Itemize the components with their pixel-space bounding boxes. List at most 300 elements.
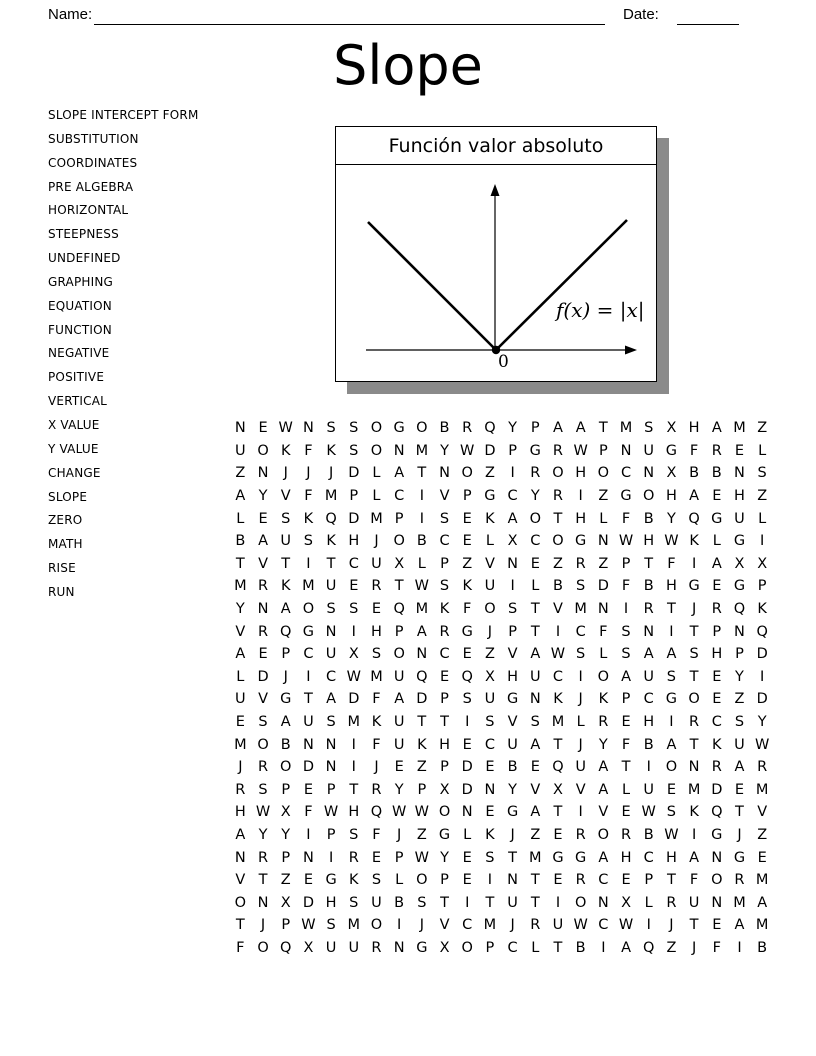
grid-cell: X <box>734 555 745 572</box>
grid-cell: A <box>621 939 631 956</box>
grid-cell: Q <box>280 939 292 956</box>
grid-cell: I <box>646 759 651 776</box>
grid-cell: R <box>257 623 269 640</box>
grid-cell: J <box>397 826 402 843</box>
grid-cell: N <box>325 736 337 753</box>
grid-cell: Q <box>711 804 723 821</box>
grid-cell: M <box>755 872 769 889</box>
grid-cell: F <box>621 578 631 595</box>
word-list-item: PRE ALGEBRA <box>48 179 134 194</box>
grid-cell: O <box>280 759 292 776</box>
grid-cell: E <box>621 714 631 731</box>
word-list-item: X VALUE <box>48 417 100 432</box>
grid-cell: P <box>326 781 336 798</box>
grid-cell: I <box>737 939 742 956</box>
grid-cell: S <box>734 714 745 731</box>
grid-cell: R <box>552 488 563 505</box>
grid-cell: B <box>643 510 654 527</box>
grid-cell: O <box>665 759 678 776</box>
grid-cell: F <box>667 555 676 572</box>
grid-cell: P <box>440 555 449 572</box>
grid-cell: A <box>235 826 246 843</box>
grid-cell: O <box>302 601 315 618</box>
grid-cell: P <box>440 691 449 708</box>
grid-cell: W <box>414 804 430 821</box>
grid-cell: J <box>283 465 288 482</box>
grid-cell: I <box>760 533 765 550</box>
grid-cell: B <box>643 826 654 843</box>
grid-cell: P <box>712 623 722 640</box>
grid-cell: Z <box>484 465 495 482</box>
grid-cell: W <box>301 917 316 934</box>
grid-cell: U <box>325 578 337 595</box>
grid-cell: D <box>461 781 473 798</box>
grid-cell: A <box>530 646 541 663</box>
grid-cell: E <box>462 736 472 753</box>
grid-cell: C <box>484 736 495 753</box>
grid-cell: C <box>462 917 473 934</box>
grid-cell: W <box>550 646 566 663</box>
grid-cell: H <box>439 736 450 753</box>
grid-cell: I <box>465 714 470 731</box>
grid-cell: P <box>621 555 631 572</box>
grid-cell: R <box>689 714 700 731</box>
grid-cell: L <box>372 465 381 482</box>
grid-cell: E <box>303 872 313 889</box>
grid-cell: V <box>757 804 768 821</box>
grid-cell: Q <box>325 510 337 527</box>
grid-cell: K <box>553 691 563 708</box>
grid-cell: J <box>510 826 515 843</box>
grid-cell: T <box>235 917 245 934</box>
grid-cell: N <box>507 872 519 889</box>
grid-cell: C <box>394 488 405 505</box>
word-list-item: ZERO <box>48 513 83 528</box>
grid-cell: Z <box>757 826 768 843</box>
grid-cell: O <box>574 894 587 911</box>
grid-cell: L <box>644 894 653 911</box>
grid-cell: E <box>553 826 563 843</box>
grid-cell: I <box>510 578 515 595</box>
grid-cell: I <box>691 555 697 572</box>
grid-cell: F <box>372 826 381 843</box>
y-axis-arrow-icon <box>491 184 500 196</box>
grid-cell: N <box>620 442 632 459</box>
grid-cell: G <box>711 510 723 527</box>
grid-cell: R <box>711 759 722 776</box>
grid-cell: P <box>281 849 291 866</box>
grid-cell: A <box>530 804 541 821</box>
grid-cell: C <box>643 849 654 866</box>
grid-cell: Y <box>757 714 767 731</box>
grid-cell: K <box>712 736 722 753</box>
grid-cell: E <box>530 759 540 776</box>
grid-cell: N <box>257 465 269 482</box>
grid-cell: Z <box>235 465 246 482</box>
grid-cell: O <box>461 939 473 956</box>
grid-cell: P <box>281 917 291 934</box>
grid-cell: E <box>553 872 563 889</box>
grid-cell: X <box>757 555 768 572</box>
grid-cell: M <box>347 917 361 934</box>
grid-cell: T <box>666 601 676 618</box>
origin-label: 0 <box>498 352 509 372</box>
grid-cell: R <box>711 442 722 459</box>
grid-cell: F <box>372 691 381 708</box>
grid-cell: I <box>306 826 311 843</box>
grid-cell: C <box>552 668 564 685</box>
grid-cell: Y <box>508 781 518 798</box>
grid-cell: D <box>302 759 314 776</box>
grid-cell: I <box>691 826 697 843</box>
grid-cell: I <box>328 849 334 866</box>
grid-cell: A <box>575 420 586 437</box>
grid-cell: A <box>666 646 677 663</box>
grid-cell: Y <box>258 488 268 505</box>
grid-cell: B <box>552 578 563 595</box>
grid-cell: W <box>573 917 588 934</box>
grid-cell: F <box>304 804 313 821</box>
grid-cell: F <box>621 510 631 527</box>
grid-cell: M <box>415 601 429 618</box>
grid-cell: S <box>576 578 586 595</box>
grid-cell: O <box>393 646 405 663</box>
grid-cell: A <box>280 601 291 618</box>
grid-cell: K <box>280 442 291 459</box>
date-label: Date: <box>623 6 659 23</box>
grid-cell: F <box>689 872 699 889</box>
grid-cell: G <box>575 849 587 866</box>
grid-cell: M <box>347 714 361 731</box>
grid-cell: J <box>510 917 515 934</box>
grid-cell: T <box>553 510 563 527</box>
grid-cell: H <box>507 668 519 685</box>
word-list-item: CHANGE <box>48 465 101 480</box>
grid-cell: G <box>575 533 587 550</box>
grid-cell: Z <box>598 555 609 572</box>
word-list-item: Y VALUE <box>48 441 99 456</box>
grid-cell: A <box>258 533 268 550</box>
grid-cell: V <box>484 555 495 572</box>
grid-cell: S <box>417 894 427 911</box>
grid-cell: O <box>416 420 428 437</box>
grid-cell: V <box>280 488 291 505</box>
grid-cell: R <box>462 420 473 437</box>
grid-cell: I <box>351 623 356 640</box>
grid-cell: F <box>621 736 631 753</box>
grid-cell: A <box>416 623 427 640</box>
grid-cell: I <box>510 465 515 482</box>
grid-cell: U <box>529 668 541 685</box>
grid-cell: V <box>258 555 268 572</box>
grid-cell: N <box>393 939 405 956</box>
grid-cell: B <box>439 420 450 437</box>
grid-cell: S <box>485 849 495 866</box>
grid-cell: C <box>439 646 450 663</box>
grid-cell: T <box>417 465 427 482</box>
grid-cell: T <box>349 781 359 798</box>
grid-cell: E <box>462 849 472 866</box>
grid-cell: P <box>530 420 540 437</box>
grid-cell: N <box>734 623 745 640</box>
grid-cell: A <box>280 714 291 731</box>
grid-cell: W <box>278 420 293 437</box>
grid-cell: E <box>734 442 745 459</box>
grid-cell: Z <box>734 691 745 708</box>
grid-cell: G <box>280 691 292 708</box>
grid-cell: T <box>417 714 427 731</box>
grid-cell: T <box>235 555 245 572</box>
grid-cell: C <box>598 872 609 889</box>
grid-cell: Q <box>733 601 746 618</box>
name-label: Name: <box>48 6 93 23</box>
grid-cell: U <box>734 736 745 753</box>
grid-cell: O <box>461 465 473 482</box>
grid-cell: H <box>371 623 382 640</box>
grid-cell: U <box>280 533 292 550</box>
grid-cell: R <box>371 781 382 798</box>
word-list-item: EQUATION <box>48 298 112 313</box>
grid-cell: H <box>620 849 632 866</box>
grid-cell: E <box>712 488 722 505</box>
grid-cell: J <box>691 939 697 956</box>
grid-cell: J <box>737 826 742 843</box>
grid-cell: D <box>302 894 314 911</box>
grid-cell: M <box>733 894 746 911</box>
grid-cell: B <box>280 736 291 753</box>
grid-cell: I <box>487 872 493 889</box>
grid-cell: K <box>462 578 472 595</box>
grid-cell: E <box>712 917 722 934</box>
grid-cell: Z <box>598 488 609 505</box>
grid-cell: D <box>756 646 768 663</box>
grid-cell: T <box>553 939 563 956</box>
grid-cell: Z <box>416 759 427 776</box>
grid-cell: V <box>598 804 609 821</box>
grid-cell: I <box>578 488 583 505</box>
grid-cell: U <box>552 917 564 934</box>
grid-cell: S <box>303 533 314 550</box>
grid-cell: E <box>734 781 745 798</box>
grid-cell: R <box>598 714 609 731</box>
grid-cell: A <box>553 420 563 437</box>
grid-cell: K <box>598 691 609 708</box>
grid-cell: V <box>575 781 586 798</box>
grid-cell: K <box>280 578 291 595</box>
grid-cell: N <box>257 601 269 618</box>
grid-cell: N <box>302 849 314 866</box>
grid-cell: Q <box>643 939 655 956</box>
grid-cell: A <box>235 488 246 505</box>
grid-cell: J <box>374 759 379 776</box>
grid-cell: T <box>735 804 744 821</box>
grid-cell: X <box>348 646 359 663</box>
grid-cell: F <box>689 442 699 459</box>
grid-cell: U <box>371 555 382 572</box>
grid-cell: V <box>507 646 518 663</box>
grid-cell: P <box>394 623 404 640</box>
grid-cell: C <box>530 533 541 550</box>
grid-cell: U <box>484 578 496 595</box>
grid-cell: K <box>417 736 427 753</box>
grid-cell: P <box>644 872 654 889</box>
grid-cell: L <box>485 533 494 550</box>
grid-cell: V <box>235 623 246 640</box>
grid-cell: U <box>325 646 337 663</box>
grid-cell: N <box>734 465 745 482</box>
grid-cell: S <box>326 601 336 618</box>
grid-cell: G <box>506 691 519 708</box>
grid-cell: S <box>621 623 631 640</box>
grid-cell: H <box>575 465 587 482</box>
grid-cell: M <box>687 781 701 798</box>
grid-cell: C <box>326 668 337 685</box>
grid-cell: G <box>438 826 451 843</box>
grid-cell: P <box>621 691 631 708</box>
grid-cell: H <box>665 488 677 505</box>
grid-cell: P <box>394 849 404 866</box>
grid-cell: R <box>575 555 586 572</box>
grid-cell: E <box>235 714 245 731</box>
grid-cell: S <box>757 465 767 482</box>
grid-cell: W <box>754 736 770 753</box>
grid-cell: C <box>303 646 314 663</box>
word-list-item: STEEPNESS <box>48 227 119 242</box>
grid-cell: M <box>619 420 633 437</box>
grid-cell: M <box>324 488 338 505</box>
grid-cell: I <box>555 623 561 640</box>
word-list-item: POSITIVE <box>48 370 105 385</box>
grid-cell: G <box>302 623 315 640</box>
figure-title: Función valor absoluto <box>336 127 656 165</box>
grid-cell: U <box>348 939 360 956</box>
grid-cell: I <box>578 668 583 685</box>
grid-cell: L <box>531 578 540 595</box>
grid-cell: N <box>711 894 723 911</box>
grid-cell: S <box>666 668 677 685</box>
function-label: f(x) = |x| <box>556 298 645 322</box>
grid-cell: O <box>370 442 383 459</box>
grid-cell: T <box>281 555 291 572</box>
grid-cell: T <box>440 714 449 731</box>
grid-cell: W <box>414 578 430 595</box>
grid-cell: W <box>414 849 430 866</box>
grid-cell: R <box>757 759 768 776</box>
grid-cell: S <box>666 804 677 821</box>
word-list <box>48 104 199 605</box>
grid-cell: T <box>689 668 699 685</box>
grid-cell: J <box>306 465 311 482</box>
grid-cell: E <box>258 646 268 663</box>
abs-function-right-branch <box>496 220 627 350</box>
grid-cell: A <box>666 736 677 753</box>
grid-cell: H <box>688 420 700 437</box>
grid-cell: O <box>552 465 564 482</box>
grid-cell: M <box>574 601 587 618</box>
grid-cell: A <box>621 668 631 685</box>
grid-cell: E <box>757 849 767 866</box>
grid-cell: N <box>302 420 314 437</box>
date-blank-line <box>677 9 739 25</box>
grid-cell: G <box>484 488 496 505</box>
grid-cell: O <box>370 420 383 437</box>
grid-cell: U <box>235 691 246 708</box>
grid-cell: S <box>349 826 359 843</box>
grid-cell: K <box>349 872 359 889</box>
grid-cell: E <box>666 781 676 798</box>
grid-cell: X <box>484 668 495 685</box>
grid-cell: L <box>463 826 472 843</box>
grid-cell: G <box>733 578 746 595</box>
grid-cell: H <box>643 714 655 731</box>
grid-cell: O <box>597 826 610 843</box>
grid-cell: X <box>280 804 291 821</box>
grid-cell: U <box>484 691 496 708</box>
grid-cell: W <box>618 533 634 550</box>
grid-cell: T <box>689 623 699 640</box>
grid-cell: U <box>643 781 655 798</box>
grid-cell: S <box>689 646 699 663</box>
grid-cell: G <box>711 826 723 843</box>
grid-cell: E <box>303 781 313 798</box>
grid-cell: B <box>711 465 722 482</box>
grid-cell: J <box>238 759 243 776</box>
grid-cell: S <box>485 714 495 731</box>
grid-cell: M <box>483 917 497 934</box>
grid-cell: I <box>306 668 311 685</box>
grid-cell: T <box>598 420 608 437</box>
grid-cell: G <box>529 442 541 459</box>
grid-cell: U <box>393 668 405 685</box>
grid-cell: N <box>393 442 405 459</box>
grid-cell: T <box>530 623 540 640</box>
grid-cell: Q <box>552 759 564 776</box>
grid-cell: R <box>257 578 269 595</box>
grid-cell: T <box>508 849 518 866</box>
grid-cell: U <box>643 442 655 459</box>
word-list-item: VERTICAL <box>48 394 107 409</box>
grid-cell: P <box>326 826 336 843</box>
grid-cell: T <box>689 736 699 753</box>
grid-cell: I <box>760 668 765 685</box>
grid-cell: F <box>372 736 381 753</box>
grid-cell: N <box>597 533 609 550</box>
grid-cell: P <box>508 623 517 640</box>
grid-cell: D <box>257 668 269 685</box>
grid-cell: P <box>462 488 472 505</box>
grid-cell: X <box>666 465 677 482</box>
grid-cell: N <box>439 465 450 482</box>
grid-cell: S <box>349 894 359 911</box>
grid-cell: S <box>439 510 450 527</box>
grid-cell: Z <box>530 826 541 843</box>
grid-cell: D <box>348 510 360 527</box>
grid-cell: D <box>756 691 768 708</box>
word-list-item: NEGATIVE <box>48 346 110 361</box>
grid-cell: I <box>351 736 356 753</box>
grid-cell: B <box>507 759 518 776</box>
grid-cell: Q <box>416 668 428 685</box>
grid-cell: R <box>711 601 722 618</box>
grid-cell: L <box>395 872 404 889</box>
grid-cell: E <box>530 555 540 572</box>
grid-cell: J <box>487 623 493 640</box>
grid-cell: P <box>440 872 449 889</box>
grid-cell: L <box>599 510 608 527</box>
grid-cell: W <box>460 442 475 459</box>
grid-cell: M <box>234 578 247 595</box>
grid-cell: A <box>598 781 609 798</box>
